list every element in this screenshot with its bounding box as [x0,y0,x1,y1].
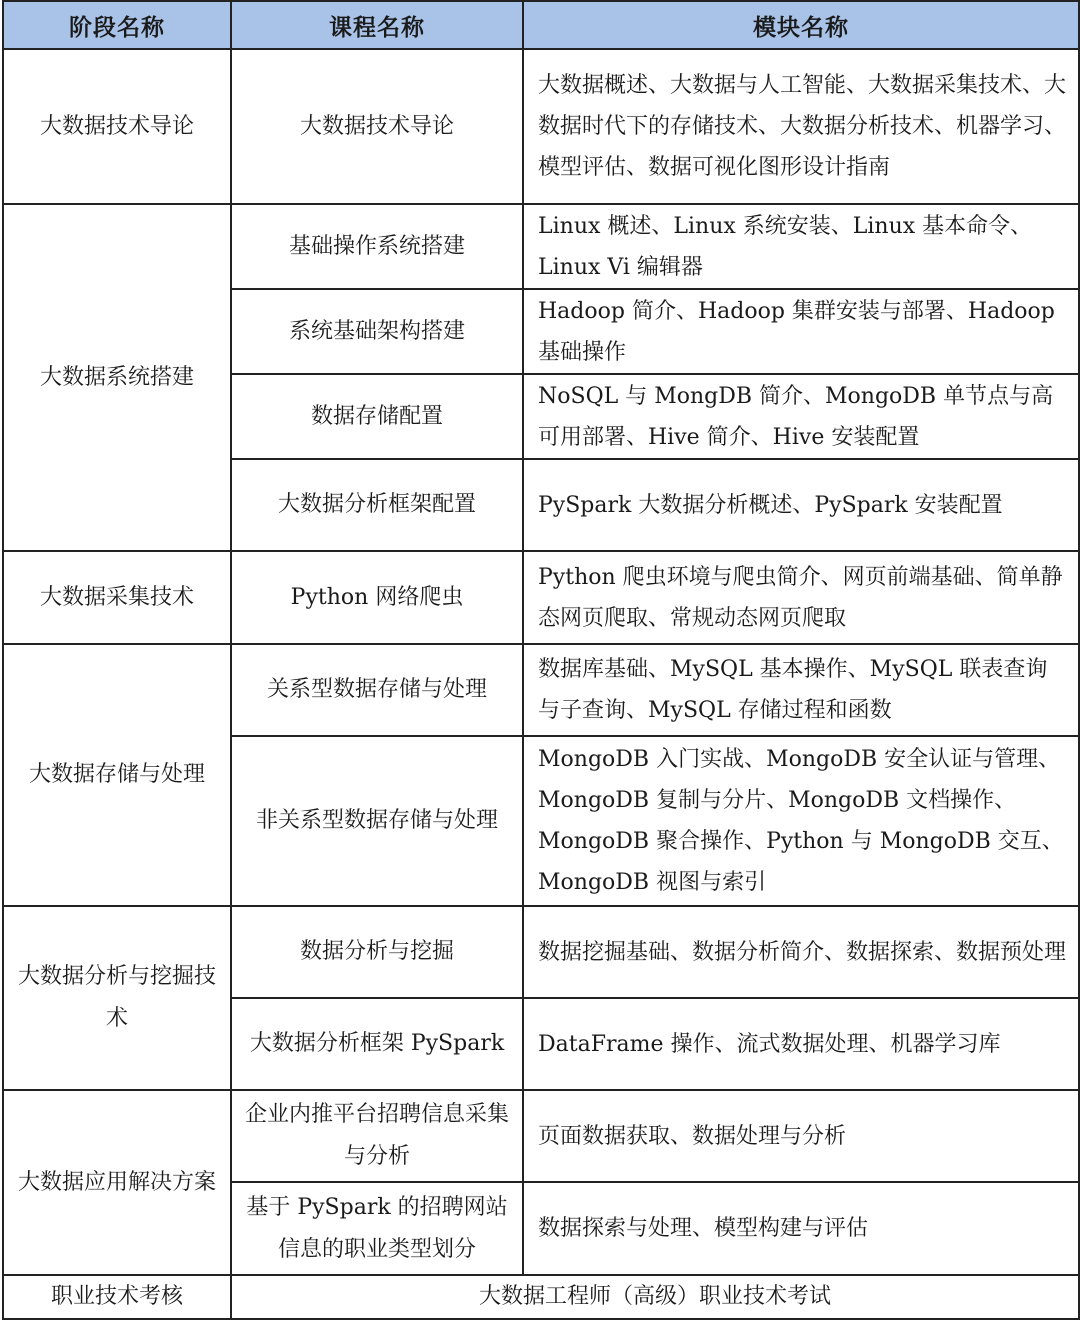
stage-cell: 大数据分析与挖掘技术 [3,906,231,1090]
course-cell: 数据存储配置 [231,374,523,459]
table-row [3,204,1079,289]
header-module: 模块名称 [523,1,1079,49]
stage-cell: 职业技术考核 [3,1275,231,1319]
module-cell: Hadoop 简介、Hadoop 集群安装与部署、Hadoop 基础操作 [523,289,1079,374]
header-row [3,1,1079,49]
table-row [3,906,1079,998]
header-course: 课程名称 [231,1,523,49]
stage-cell: 大数据采集技术 [3,551,231,644]
module-cell: 数据探索与处理、模型构建与评估 [523,1182,1079,1275]
course-cell: 数据分析与挖掘 [231,906,523,998]
module-cell: 数据挖掘基础、数据分析简介、数据探索、数据预处理 [523,906,1079,998]
stage-cell: 大数据系统搭建 [3,204,231,551]
table-row [3,644,1079,736]
course-cell: 基于 PySpark 的招聘网站信息的职业类型划分 [231,1182,523,1275]
module-cell: Linux 概述、Linux 系统安装、Linux 基本命令、Linux Vi 编辑器 [523,204,1079,289]
exam-cell: 大数据工程师（高级）职业技术考试 [231,1275,1079,1319]
table-row [3,1090,1079,1182]
table-row [3,49,1079,204]
course-cell: 大数据技术导论 [231,49,523,204]
module-cell: NoSQL 与 MongDB 简介、MongoDB 单节点与高可用部署、Hive 简介、Hive 安装配置 [523,374,1079,459]
module-cell: 数据库基础、MySQL 基本操作、MySQL 联表查询与子查询、MySQL 存储过程和函数 [523,644,1079,736]
course-cell: 非关系型数据存储与处理 [231,736,523,906]
course-cell: Python 网络爬虫 [231,551,523,644]
stage-cell: 大数据技术导论 [3,49,231,204]
course-cell: 关系型数据存储与处理 [231,644,523,736]
table-row [3,551,1079,644]
module-cell: 大数据概述、大数据与人工智能、大数据采集技术、大数据时代下的存储技术、大数据分析技术、机器学习、模型评估、数据可视化图形设计指南 [523,49,1079,204]
stage-cell: 大数据存储与处理 [3,644,231,906]
course-cell: 系统基础架构搭建 [231,289,523,374]
module-cell: PySpark 大数据分析概述、PySpark 安装配置 [523,459,1079,551]
header-stage: 阶段名称 [3,1,231,49]
course-cell: 基础操作系统搭建 [231,204,523,289]
module-cell: 页面数据获取、数据处理与分析 [523,1090,1079,1182]
table-row [3,1275,1079,1319]
module-cell: DataFrame 操作、流式数据处理、机器学习库 [523,998,1079,1090]
module-cell: Python 爬虫环境与爬虫简介、网页前端基础、简单静态网页爬取、常规动态网页爬取 [523,551,1079,644]
module-cell: MongoDB 入门实战、MongoDB 安全认证与管理、MongoDB 复制与分片、MongoDB 文档操作、MongoDB 聚合操作、Python 与 MongoDB 交互、MongoDB 视图与索引 [523,736,1079,906]
course-table [2,0,1080,1320]
course-cell: 企业内推平台招聘信息采集与分析 [231,1090,523,1182]
course-cell: 大数据分析框架配置 [231,459,523,551]
stage-cell: 大数据应用解决方案 [3,1090,231,1275]
course-cell: 大数据分析框架 PySpark [231,998,523,1090]
